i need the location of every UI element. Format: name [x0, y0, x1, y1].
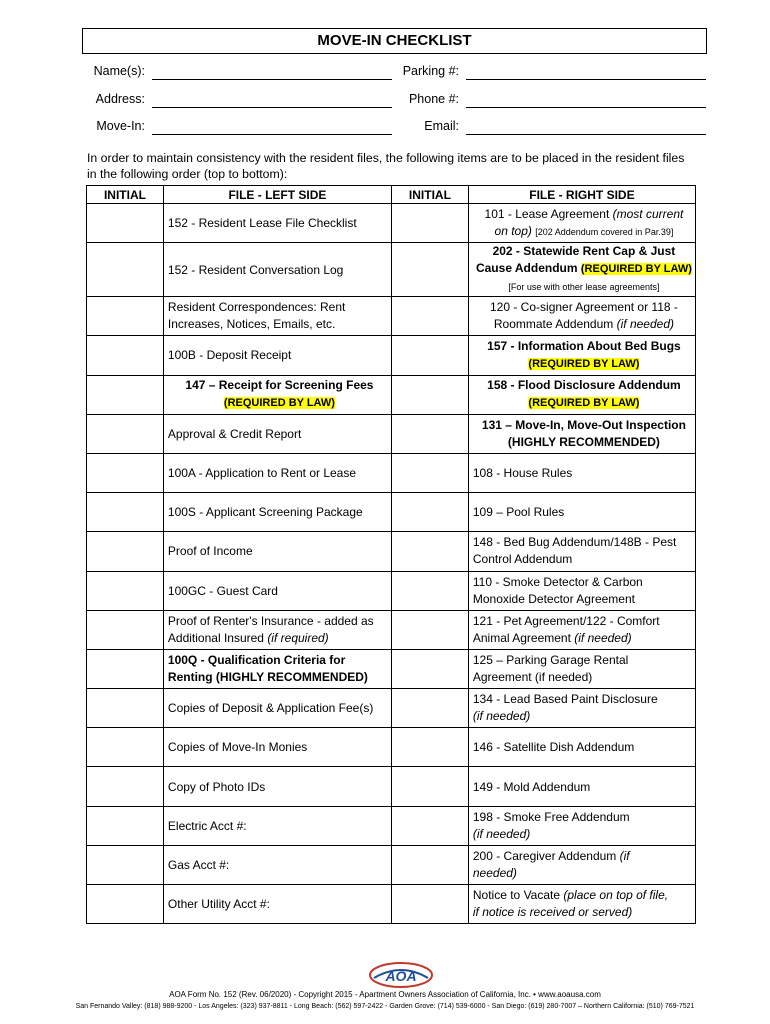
right-item: 125 – Parking Garage Rental Agreement (if needed) — [468, 649, 695, 688]
initial-cell[interactable] — [87, 689, 164, 728]
initial-cell[interactable] — [391, 243, 468, 297]
table-row — [87, 845, 696, 884]
initial-cell[interactable] — [87, 806, 164, 845]
table-row — [87, 453, 696, 492]
right-item: 134 - Lead Based Paint Disclosure (if needed) — [468, 689, 695, 728]
left-item: 100GC - Guest Card — [163, 571, 391, 610]
table-row — [87, 806, 696, 845]
required-badge: (REQUIRED BY LAW) — [223, 397, 335, 410]
left-item: 100S - Applicant Screening Package — [163, 493, 391, 532]
initial-cell[interactable] — [391, 571, 468, 610]
right-item: 120 - Co-signer Agreement or 118 - Roommate Addendum (if needed) — [468, 297, 695, 336]
initial-cell[interactable] — [391, 767, 468, 806]
right-item: 146 - Satellite Dish Addendum — [468, 728, 695, 767]
movein-field[interactable] — [0, 119, 770, 137]
phone-label: Phone #: — [408, 92, 459, 106]
header-file-right: FILE - RIGHT SIDE — [468, 186, 695, 204]
table-row — [87, 204, 696, 243]
initial-cell[interactable] — [391, 297, 468, 336]
right-item: 148 - Bed Bug Addendum/148B - Pest Control Addendum — [468, 532, 695, 571]
table-row — [87, 728, 696, 767]
initial-cell[interactable] — [391, 532, 468, 571]
right-item: 108 - House Rules — [468, 453, 695, 492]
initial-cell[interactable] — [87, 728, 164, 767]
initial-cell[interactable] — [87, 610, 164, 649]
left-item: Gas Acct #: — [163, 845, 391, 884]
initial-cell[interactable] — [87, 414, 164, 453]
initial-cell[interactable] — [391, 336, 468, 375]
initial-cell[interactable] — [391, 806, 468, 845]
initial-cell[interactable] — [391, 414, 468, 453]
initial-cell[interactable] — [87, 297, 164, 336]
table-row — [87, 493, 696, 532]
table-row — [87, 532, 696, 571]
footer-contacts: San Fernando Valley: (818) 988-9200 - Los Angeles: (323) 937-8811 - Long Beach: (562) 597-2422 - Garden Grove: (714) 539-6000 - San Diego: (619) 280-7007 – Northern California: (510) 769-7521 — [75, 1003, 695, 1010]
table-row — [87, 649, 696, 688]
initial-cell[interactable] — [87, 767, 164, 806]
left-item: 100Q - Qualification Criteria for Renting (HIGHLY RECOMMENDED) — [163, 649, 391, 688]
right-item: 198 - Smoke Free Addendum (if needed) — [468, 806, 695, 845]
initial-cell[interactable] — [87, 571, 164, 610]
left-item: 152 - Resident Lease File Checklist — [163, 204, 391, 243]
right-item: 149 - Mold Addendum — [468, 767, 695, 806]
right-item: Notice to Vacate (place on top of file, if notice is received or served) — [468, 885, 695, 924]
left-item: Resident Correspondences: Rent Increases, Notices, Emails, etc. — [163, 297, 391, 336]
table-row — [87, 767, 696, 806]
right-item: 158 - Flood Disclosure Addendum (REQUIRED BY LAW) — [468, 375, 695, 414]
right-item: 131 – Move-In, Move-Out Inspection (HIGHLY RECOMMENDED) — [468, 414, 695, 453]
address-field[interactable] — [0, 92, 770, 110]
left-item: 100B - Deposit Receipt — [163, 336, 391, 375]
initial-cell[interactable] — [391, 689, 468, 728]
initial-cell[interactable] — [87, 493, 164, 532]
initial-cell[interactable] — [391, 493, 468, 532]
table-row — [87, 414, 696, 453]
table-header — [87, 186, 696, 204]
table-row — [87, 610, 696, 649]
initial-cell[interactable] — [87, 453, 164, 492]
right-item: 101 - Lease Agreement (most current on top) [202 Addendum covered in Par.39] — [468, 204, 695, 243]
initial-cell[interactable] — [391, 610, 468, 649]
page-title: MOVE-IN CHECKLIST — [82, 28, 707, 54]
email-line[interactable] — [466, 134, 706, 135]
initial-cell[interactable] — [87, 243, 164, 297]
aoa-logo — [368, 960, 434, 988]
initial-cell[interactable] — [391, 845, 468, 884]
initial-cell[interactable] — [87, 336, 164, 375]
initial-cell[interactable] — [391, 728, 468, 767]
initial-cell[interactable] — [391, 885, 468, 924]
right-item: 110 - Smoke Detector & Carbon Monoxide Detector Agreement — [468, 571, 695, 610]
right-item: 202 - Statewide Rent Cap & Just Cause Addendum (REQUIRED BY LAW) [For use with other lease agreements] — [468, 243, 695, 297]
address-label: Address: — [95, 92, 145, 106]
right-item: 109 – Pool Rules — [468, 493, 695, 532]
header-file-left: FILE - LEFT SIDE — [163, 186, 391, 204]
left-item: Electric Acct #: — [163, 806, 391, 845]
movein-line[interactable] — [152, 134, 392, 135]
parking-line[interactable] — [466, 79, 706, 80]
parking-label: Parking #: — [402, 64, 459, 78]
movein-label: Move-In: — [96, 119, 145, 133]
initial-cell[interactable] — [87, 532, 164, 571]
initial-cell[interactable] — [391, 453, 468, 492]
left-item: 152 - Resident Conversation Log — [163, 243, 391, 297]
header-initial-right: INITIAL — [391, 186, 468, 204]
names-label: Name(s): — [93, 64, 145, 78]
initial-cell[interactable] — [87, 649, 164, 688]
initial-cell[interactable] — [87, 375, 164, 414]
names-field[interactable] — [0, 64, 770, 82]
table-row — [87, 571, 696, 610]
left-item: Copies of Deposit & Application Fee(s) — [163, 689, 391, 728]
initial-cell[interactable] — [87, 885, 164, 924]
initial-cell[interactable] — [391, 204, 468, 243]
logo-text: AOA — [385, 968, 417, 984]
left-item: 147 – Receipt for Screening Fees (REQUIRED BY LAW) — [163, 375, 391, 414]
intro-text: In order to maintain consistency with the resident files, the following items are to be placed in the resident files in the following order (top to bottom): — [87, 151, 685, 181]
footer-copyright: AOA Form No. 152 (Rev. 06/2020) - Copyright 2015 - Apartment Owners Association of California, Inc. • www.aoausa.com — [169, 990, 601, 999]
initial-cell[interactable] — [391, 649, 468, 688]
required-badge: (REQUIRED BY LAW) — [528, 357, 640, 370]
initial-cell[interactable] — [391, 375, 468, 414]
table-row — [87, 689, 696, 728]
phone-line[interactable] — [466, 107, 706, 108]
right-item: 157 - Information About Bed Bugs (REQUIRED BY LAW) — [468, 336, 695, 375]
table-row — [87, 885, 696, 924]
table-row — [87, 243, 696, 297]
table-row — [87, 375, 696, 414]
email-label: Email: — [424, 119, 459, 133]
left-item: Other Utility Acct #: — [163, 885, 391, 924]
table-row — [87, 336, 696, 375]
left-item: 100A - Application to Rent or Lease — [163, 453, 391, 492]
required-badge: (REQUIRED BY LAW) — [580, 263, 692, 276]
left-item: Copies of Move-In Monies — [163, 728, 391, 767]
left-item: Copy of Photo IDs — [163, 767, 391, 806]
address-line[interactable] — [152, 107, 392, 108]
initial-cell[interactable] — [87, 845, 164, 884]
names-line[interactable] — [152, 79, 392, 80]
header-initial-left: INITIAL — [87, 186, 164, 204]
left-item: Proof of Renter's Insurance - added as Additional Insured (if required) — [163, 610, 391, 649]
initial-cell[interactable] — [87, 204, 164, 243]
right-item: 200 - Caregiver Addendum (if needed) — [468, 845, 695, 884]
required-badge: (REQUIRED BY LAW) — [528, 397, 640, 410]
left-item: Proof of Income — [163, 532, 391, 571]
right-item: 121 - Pet Agreement/122 - Comfort Animal Agreement (if needed) — [468, 610, 695, 649]
left-item: Approval & Credit Report — [163, 414, 391, 453]
table-row — [87, 297, 696, 336]
checklist-table — [86, 185, 696, 924]
